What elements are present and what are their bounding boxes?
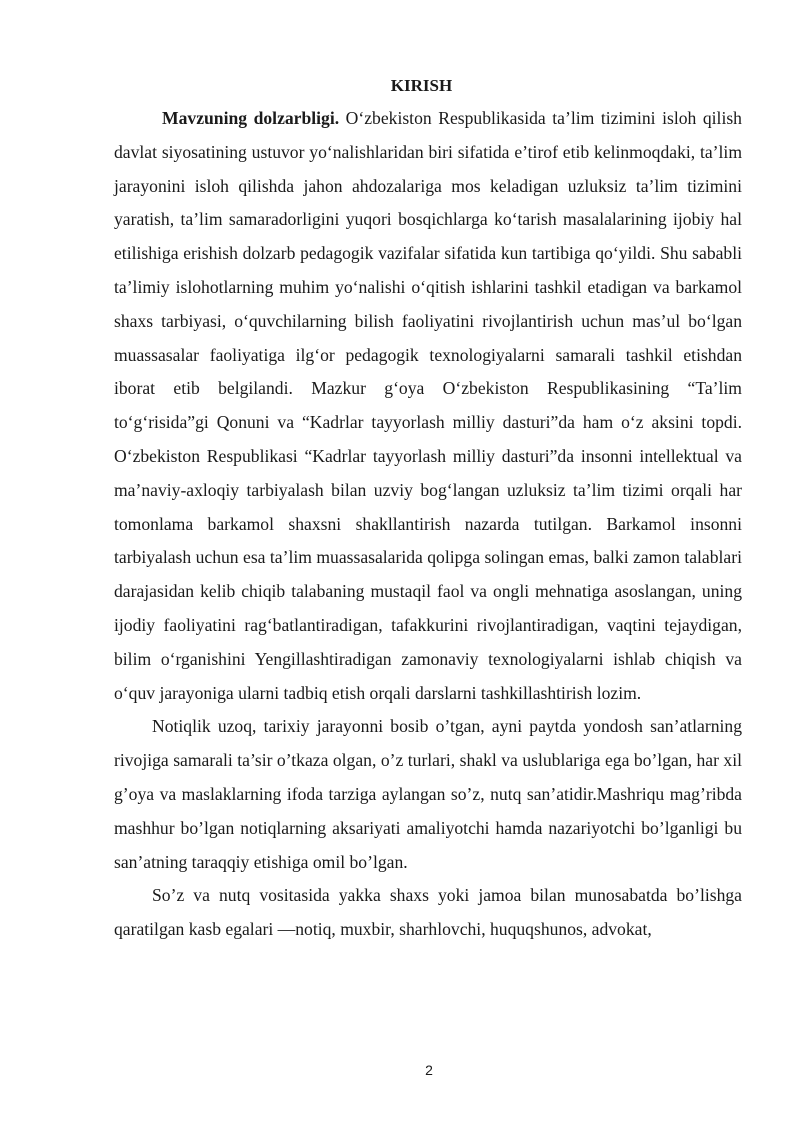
paragraph-lead: Mavzuning dolzarbligi. — [162, 108, 340, 128]
paragraph-text: So’z va nutq vositasida yakka shaxs yoki jamoa bilan munosabatda bo’lishga qaratilgan kasb egalari —notiq, muxbir, sharhlovchi, huquqshunos, advokat, — [114, 885, 742, 940]
paragraph-oratory — [114, 710, 742, 879]
paragraph-professions — [114, 879, 742, 947]
paragraph-text: O‘zbekiston Respublikasida ta’lim tizimini isloh qilish davlat siyosatining ustuvor yo‘nalishlaridan biri sifatida e’tirof etib kelinmoqdaki, ta’lim jarayonini isloh qilishda jahon ahdozalariga mos keladigan uzluksiz ta’lim tizimini yaratish, ta’lim samaradorligini yuqori bosqichlarga ko‘tarish masalalarining ijobiy hal etilishiga erishish dolzarb pedagogik vazifalar sifatida kun tartibiga qo‘yildi. Shu sababli ta’limiy islohotlarning muhim yo‘nalishi o‘qitish ishlarini tashkil etadigan va barkamol shaxs tarbiyasi, o‘quvchilarning bilish faoliyatini rivojlantirish uchun mas’ul bo‘lgan muassasalar faoliyatiga ilg‘or pedagogik texnologiyalarni samarali tashkil etishdan iborat etib belgilandi. Mazkur g‘oya O‘zbekiston Respublikasining “Ta’lim to‘g‘risida”gi Qonuni va “Kadrlar tayyorlash milliy dasturi”da ham o‘z aksini topdi. O‘zbekiston Respublikasi “Kadrlar tayyorlash milliy dasturi”da insonni intellektual va ma’naviy-axloqiy tarbiyalash bilan uzviy bog‘langan uzluksiz ta’lim tizimi orqali har tomonlama barkamol shaxsni shakllantirish nazarda tutilgan. Barkamol insonni tarbiyalash uchun esa ta’lim muassasalarida qolipga solingan emas, balki zamon talablari darajasidan kelib chiqib talabaning mustaqil faol va ongli mehnatiga asoslangan, uning ijodiy faoliyatini rag‘batlantiradigan, tafakkurini rivojlantiradigan, vaqtini tejaydigan, bilim o‘rganishini Yengillashtiradigan zamonaviy texnologiyalarni ishlab chiqish va o‘quv jarayoniga ularni tadbiq etish orqali darslarni tashkillashtirish lozim. — [114, 108, 742, 703]
section-heading: KIRISH — [390, 76, 453, 95]
paragraph-text: Notiqlik uzoq, tarixiy jarayonni bosib o’tgan, ayni paytda yondosh san’atlarning rivojiga samarali ta’sir o’tkaza olgan, o’z turlari, shakl va uslublariga ega bo’lgan, har xil g’oya va maslaklarning ifoda tarziga aylangan so’z, nutq san’atidir.Mashriqu mag’ribda mashhur bo’lgan notiqlarning aksariyati amaliyotchi hamda nazariyotchi bo’lganligi bu san’atning taraqqiy etishiga omil bo’lgan. — [114, 716, 742, 872]
page-number: 2 — [425, 1062, 433, 1078]
paragraph-relevance — [114, 102, 742, 710]
body-text — [114, 102, 742, 947]
